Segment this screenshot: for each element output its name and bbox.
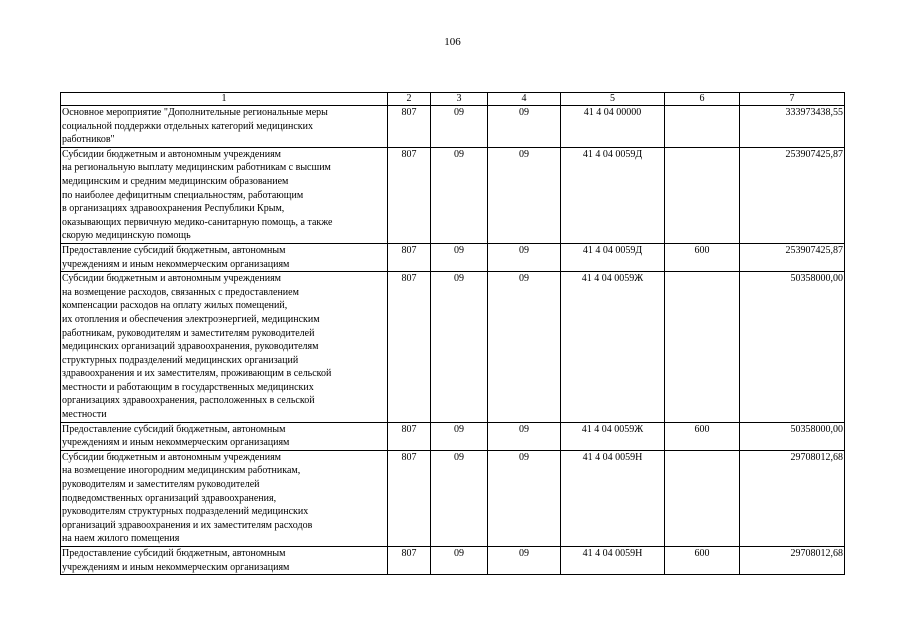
item-name-line: на наем жилого помещения: [62, 533, 180, 545]
item-name-line: Предоставление субсидий бюджетным, автономным: [62, 244, 286, 256]
subsection-cell: 09: [488, 147, 561, 243]
item-name-line: оказывающих первичную медико-санитарную помощь, а также: [62, 216, 333, 228]
amount-cell: 333973438,55: [740, 106, 845, 148]
column-header: 1: [61, 93, 388, 106]
item-name-line: местности: [62, 409, 107, 421]
expense-type-cell: [665, 106, 740, 148]
item-name-line: медицинским и средним медицинским образованием: [62, 175, 289, 187]
table-row: [61, 243, 845, 271]
section-cell: 09: [431, 243, 488, 271]
item-name-line: Основное мероприятие "Дополнительные региональные меры: [62, 107, 328, 118]
code-cell: 807: [388, 272, 431, 423]
subsection-cell: 09: [488, 243, 561, 271]
table-row: [61, 147, 845, 243]
expense-type-cell: 600: [665, 547, 740, 575]
item-name-line: работникам, руководителям и заместителям руководителей: [62, 327, 315, 339]
budget-table: [60, 92, 845, 575]
expense-type-cell: 600: [665, 243, 740, 271]
column-header: 7: [740, 93, 845, 106]
code-cell: 807: [388, 422, 431, 450]
item-name-line: учреждениям и иным некоммерческим организациям: [62, 561, 290, 573]
expense-type-cell: [665, 147, 740, 243]
code-cell: 807: [388, 243, 431, 271]
item-name-line: Субсидии бюджетным и автономным учреждениям: [62, 451, 282, 463]
item-name-line: скорую медицинскую помощь: [62, 230, 191, 242]
item-name-line: их отопления и обеспечения электроэнергией, медицинским: [62, 313, 320, 325]
expense-type-cell: 600: [665, 422, 740, 450]
section-cell: 09: [431, 272, 488, 423]
amount-cell: 253907425,87: [740, 147, 845, 243]
item-name-cell: [61, 422, 388, 450]
target-article-cell: 41 4 04 0059Н: [561, 450, 665, 546]
code-cell: 807: [388, 547, 431, 575]
column-header: 3: [431, 93, 488, 106]
item-name-line: социальной поддержки отдельных категорий медицинских: [62, 120, 314, 132]
item-name-line: на возмещение иногородним медицинским работникам,: [62, 465, 301, 477]
code-cell: 807: [388, 450, 431, 546]
target-article-cell: 41 4 04 0059Д: [561, 147, 665, 243]
section-cell: 09: [431, 422, 488, 450]
item-name-line: медицинских организаций здравоохранения, руководителям: [62, 341, 319, 353]
item-name-cell: [61, 450, 388, 546]
item-name-line: работников": [62, 134, 115, 146]
item-name-line: на региональную выплату медицинским работникам с высшим: [62, 162, 331, 174]
column-header: 5: [561, 93, 665, 106]
code-cell: 807: [388, 147, 431, 243]
target-article-cell: 41 4 04 0059Д: [561, 243, 665, 271]
target-article-cell: 41 4 04 0059Ж: [561, 272, 665, 423]
page-number: 106: [444, 36, 461, 48]
item-name-cell: [61, 106, 388, 148]
item-name-line: учреждениям и иным некоммерческим организациям: [62, 258, 290, 270]
column-header: 2: [388, 93, 431, 106]
amount-cell: 50358000,00: [740, 422, 845, 450]
amount-cell: 50358000,00: [740, 272, 845, 423]
code-cell: 807: [388, 106, 431, 148]
table-header-row: [61, 93, 845, 106]
table-row: [61, 422, 845, 450]
item-name-line: организациях здравоохранения, расположенных в сельской: [62, 395, 315, 407]
subsection-cell: 09: [488, 547, 561, 575]
expense-type-cell: [665, 450, 740, 546]
section-cell: 09: [431, 450, 488, 546]
item-name-cell: [61, 243, 388, 271]
item-name-line: в организациях здравоохранения Республики Крым,: [62, 203, 285, 215]
item-name-line: на возмещение расходов, связанных с предоставлением: [62, 286, 299, 298]
item-name-line: компенсации расходов на оплату жилых помещений,: [62, 300, 288, 312]
subsection-cell: 09: [488, 106, 561, 148]
amount-cell: 29708012,68: [740, 450, 845, 546]
section-cell: 09: [431, 106, 488, 148]
item-name-line: руководителям структурных подразделений медицинских: [62, 506, 309, 518]
expense-type-cell: [665, 272, 740, 423]
item-name-cell: [61, 547, 388, 575]
item-name-line: подведомственных организаций здравоохранения,: [62, 492, 277, 504]
item-name-cell: [61, 147, 388, 243]
target-article-cell: 41 4 04 00000: [561, 106, 665, 148]
table-row: [61, 106, 845, 148]
column-header: 6: [665, 93, 740, 106]
section-cell: 09: [431, 547, 488, 575]
item-name-line: структурных подразделений медицинских организаций: [62, 354, 299, 366]
item-name-line: Предоставление субсидий бюджетным, автономным: [62, 548, 286, 559]
target-article-cell: 41 4 04 0059Н: [561, 547, 665, 575]
table-body: [61, 106, 845, 575]
item-name-line: учреждениям и иным некоммерческим организациям: [62, 437, 290, 449]
amount-cell: 253907425,87: [740, 243, 845, 271]
item-name-line: организаций здравоохранения и их заместителям расходов: [62, 519, 313, 531]
item-name-line: по наиболее дефицитным специальностям, работающим: [62, 189, 304, 201]
column-header: 4: [488, 93, 561, 106]
item-name-line: местности и работающим в государственных медицинских: [62, 381, 314, 393]
item-name-line: здравоохранения и их заместителям, проживающим в сельской: [62, 368, 332, 380]
table-row: [61, 547, 845, 575]
item-name-cell: [61, 272, 388, 423]
subsection-cell: 09: [488, 450, 561, 546]
item-name-line: Предоставление субсидий бюджетным, автономным: [62, 423, 286, 435]
item-name-line: руководителям и заместителям руководителей: [62, 479, 260, 491]
amount-cell: 29708012,68: [740, 547, 845, 575]
subsection-cell: 09: [488, 272, 561, 423]
item-name-line: Субсидии бюджетным и автономным учреждениям: [62, 148, 282, 160]
target-article-cell: 41 4 04 0059Ж: [561, 422, 665, 450]
section-cell: 09: [431, 147, 488, 243]
item-name-line: Субсидии бюджетным и автономным учреждениям: [62, 273, 282, 285]
subsection-cell: 09: [488, 422, 561, 450]
table-row: [61, 272, 845, 423]
table-row: [61, 450, 845, 546]
